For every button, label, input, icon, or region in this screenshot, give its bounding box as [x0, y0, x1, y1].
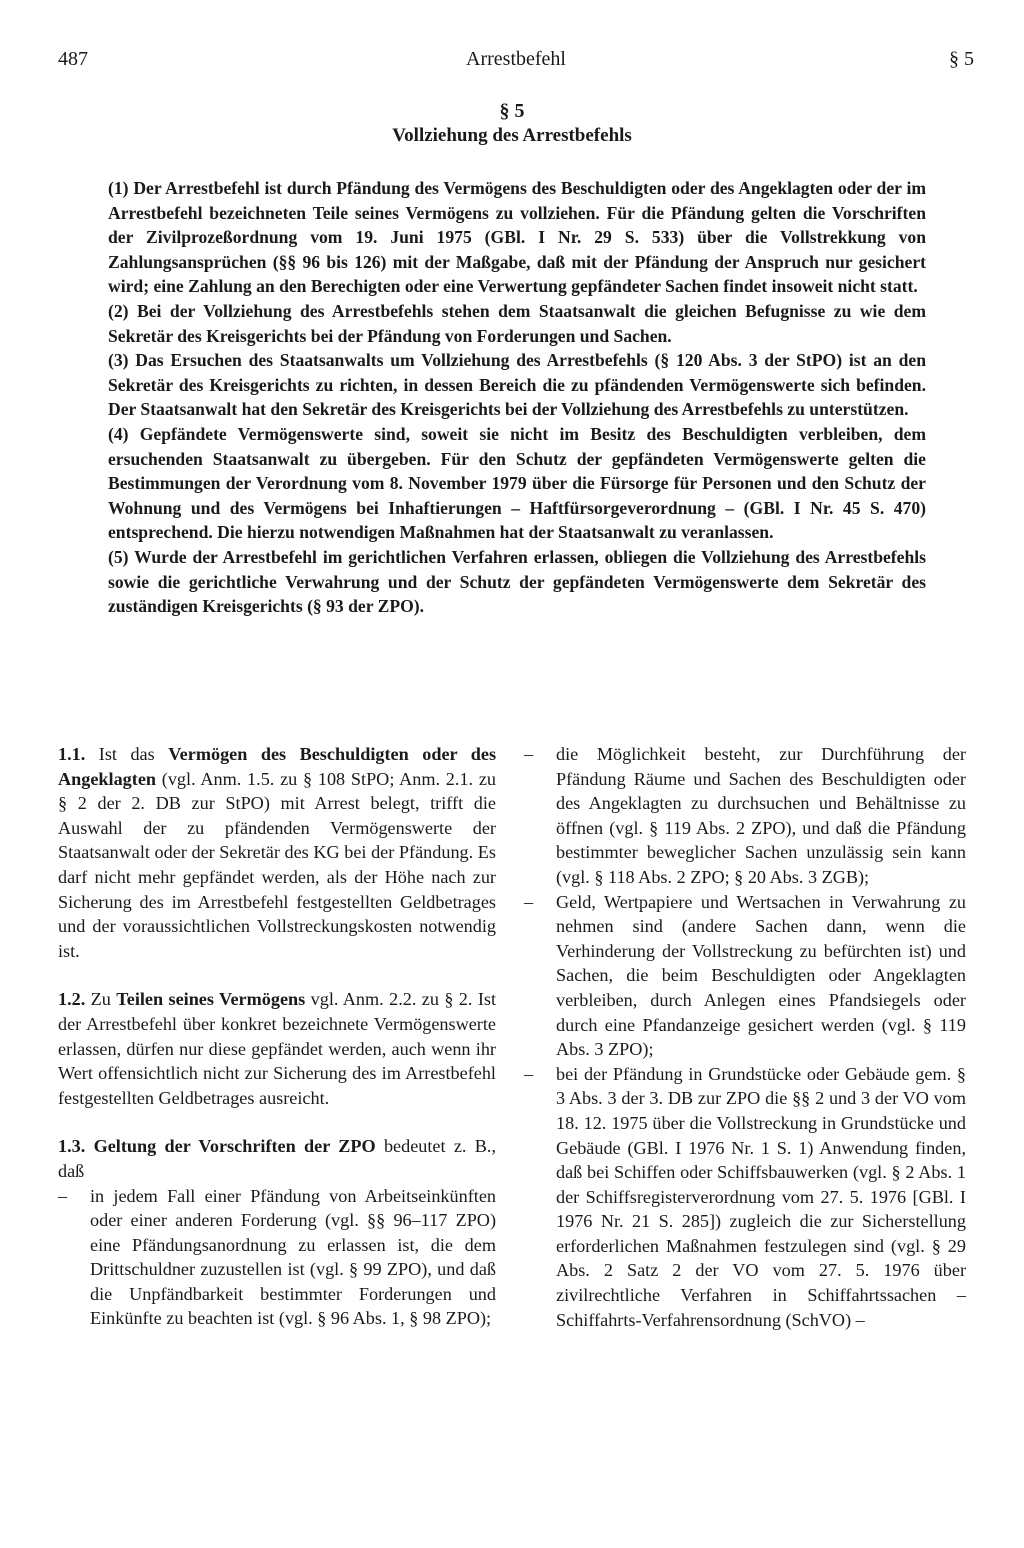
dash-marker: – — [524, 891, 534, 912]
dash-marker: – — [524, 744, 534, 764]
list-item: – in jedem Fall einer Pfändung von Arbeitseinkünften oder einer anderen Forderung (vgl. §§ 96–117 ZPO) eine Pfändungsanordnung zu erlassen ist, die dem Drittschuldner zuzustellen ist (vgl. § 99 ZPO), und daß die Unpfändbarkeit bestimmter Forderungen und Einkünfte zu beachten ist (vgl. § 96 Abs. 1, § 98 ZPO); — [58, 1185, 496, 1329]
running-title: Arrestbefehl — [466, 48, 566, 70]
statute-paragraph-3: (3) Das Ersuchen des Staatsanwalts um Vollziehung des Arrestbefehls (§ 120 Abs. 3 der StPO) ist an den Sekretär des Kreisgerichts zu richten, in dessen Bereich die zu pfändenden Vermögenswerte sich befinden. Der Staatsanwalt hat den Sekretär des Kreisgerichts bei der Vollziehung des Arrestbefehls zu unterstützen. — [108, 350, 926, 420]
list-item: – bei der Pfändung in Grundstücke oder Gebäude gem. § 3 Abs. 3 der 3. DB zur ZPO die §§ 2 und 3 der VO vom 18. 12. 1975 über die Vollstreckung in Grundstücke und Gebäude (GBl. I 1976 Nr. 1 S. 1) Anwendung finden, daß bei Schiffen oder Schiffsbauwerken (vgl. § 2 Abs. 1 der Schiffsregisterverordnung vom 27. 5. 1976 [GBl. I 1976 Nr. 21 S. 285]) zugleich die zur Sicherstellung erforderlichen Maßnahmen festzulegen sind (vgl. § 29 Abs. 2 Satz 2 der VO vom 27. 5. 1976 über zivilrechtliche Verfahren in Schiffahrtssachen – Schiffahrts-Verfahrensordnung (SchVO) – — [524, 1063, 966, 1330]
statute-paragraph-4: (4) Gepfändete Vermögenswerte sind, soweit sie nicht im Besitz des Beschuldigten verbleiben, dem ersuchenden Staatsanwalt zu übergeben. Für den Schutz der gepfändeten Vermögenswerte gelten die Bestimmungen der Verordnung vom 8. November 1979 über die Fürsorge für Personen und den Schutz der Wohnung und des Vermögens bei Inhaftierungen – Haftfürsorgeverordnung – (GBl. I Nr. 45 S. 470) entsprechend. Die hierzu notwendigen Maßnahmen hat der Staatsanwalt zu veranlassen. — [108, 423, 926, 543]
list-item: – die Möglichkeit besteht, zur Durchführung der Pfändung Räume und Sachen des Beschuldigten oder des Angeklagten zu durchsuchen und Behältnisse zu öffnen (vgl. § 119 Abs. 2 ZPO), und daß die Pfändung bestimmter beweglicher Sachen unzulässig sein kann (vgl. § 118 Abs. 2 ZPO; § 20 Abs. 3 ZGB); — [524, 744, 966, 887]
annotation-1-3: 1.3. Geltung der Vorschriften der ZPO bedeutet z. B., daß — [58, 1136, 496, 1181]
statute-text — [108, 176, 926, 619]
dash-marker: – — [58, 1185, 68, 1206]
annotation-1-1: 1.1. Ist das Vermögen des Beschuldigten oder des Angeklagten (vgl. Anm. 1.5. zu § 108 StPO; Anm. 2.1. zu § 2 der 2. DB zur StPO) mit Arrest belegt, trifft die Auswahl der zu pfändenden Vermögenswerte der Staatsanwalt oder der Sekretär des KG bei der Pfändung. Es darf nicht mehr gepfändet werden, als der Höhe nach zur Sicherung des im Arrestbefehl festgestellten Geldbetrages und der voraussichtlichen Vollstreckungskosten notwendig ist. — [58, 744, 497, 961]
statute-paragraph-1: (1) Der Arrestbefehl ist durch Pfändung des Vermögens des Beschuldigten oder des Angeklagten oder der im Arrestbefehl bezeichneten Teile seines Vermögens zu vollziehen. Für die Pfändung gelten die Vorschriften der Zivilprozeßordnung vom 19. Juni 1975 (GBl. I Nr. 29 S. 533) über die Vollstrekkung von Zahlungsansprüchen (§§ 96 bis 126) mit der Maßgabe, daß mit der Pfändung der Anspruch nur gesichert wird; eine Zahlung an den Berechigten oder eine Verwertung gepfändeter Sachen findet insoweit nicht statt. — [108, 178, 926, 297]
annotation-number: 1.2. — [58, 989, 86, 1010]
annotation-1-2: 1.2. Zu Teilen seines Vermögens vgl. Anm. 2.2. zu § 2. Ist der Arrestbefehl über konkret bezeichnete Vermögenswerte erlassen, dürfen nur diese gepfändet werden, auch wenn ihr Wert offensichtlich nicht zur Sicherung des im Arrestbefehl festgestellten Geldbetrages ausreicht. — [58, 989, 497, 1108]
annotation-number: 1.3. — [58, 1136, 86, 1157]
list-item: – Geld, Wertpapiere und Wertsachen in Verwahrung zu nehmen sind (andere Sachen dann, wenn die Verhinderung der Vollstreckung zu befürchten ist) und Sachen, die beim Beschuldigten oder Angeklagten verbleiben, durch Anlegen eines Pfandsiegels oder durch eine Pfandanzeige gesichert werden (vgl. § 119 Abs. 3 ZPO); — [524, 891, 966, 1060]
section-reference: § 5 — [949, 48, 974, 70]
dash-marker: – — [524, 1063, 534, 1084]
section-title: Vollziehung des Arrestbefehls — [392, 125, 632, 146]
section-number: § 5 — [499, 100, 525, 122]
statute-paragraph-2: (2) Bei der Vollziehung des Arrestbefehls stehen dem Staatsanwalt die gleichen Befugnisse zu wie dem Sekretär des Kreisgerichts bei der Pfändung von Forderungen und Sachen. — [108, 300, 926, 346]
statute-paragraph-5: (5) Wurde der Arrestbefehl im gerichtlichen Verfahren erlassen, obliegen die Vollziehung des Arrestbefehls sowie die gerichtliche Verwahrung und der Schutz der gepfändeten Vermögenswerte dem Sekretär des zuständigen Kreisgerichts (§ 93 der ZPO). — [108, 546, 926, 617]
page-header — [58, 48, 974, 78]
annotation-keyword: Vermögen des Beschuldigten oder des Angeklagten — [58, 744, 497, 789]
commentary-left-column — [58, 742, 496, 1331]
annotation-keyword: Geltung der Vorschriften der ZPO — [93, 1136, 376, 1157]
commentary-right-column — [524, 742, 966, 1332]
annotation-keyword: Teilen seines Vermögens — [116, 989, 306, 1010]
page-number: 487 — [58, 48, 88, 70]
annotation-number: 1.1. — [58, 744, 86, 764]
